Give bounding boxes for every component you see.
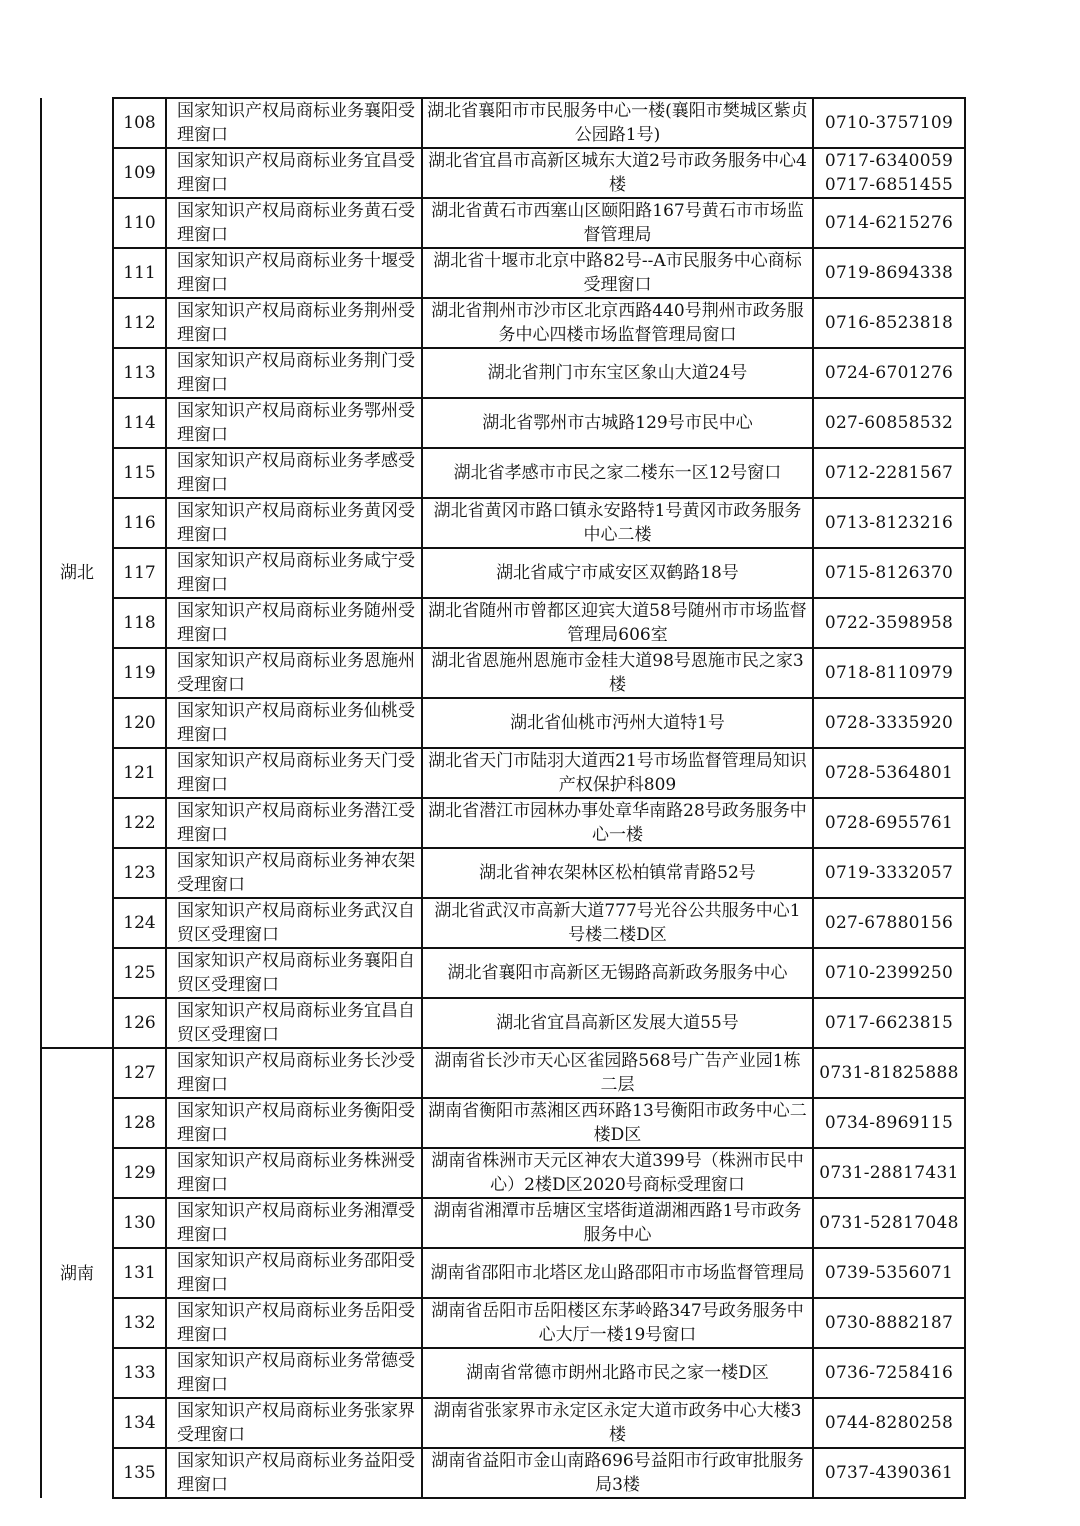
office-name-cell: 国家知识产权局商标业务荆门受理窗口 (166, 348, 422, 398)
office-name-cell: 国家知识产权局商标业务随州受理窗口 (166, 598, 422, 648)
row-number-cell: 125 (113, 948, 166, 998)
phone-number: 0724-6701276 (824, 363, 954, 383)
table-row (41, 998, 965, 1048)
address-cell: 湖北省潜江市园林办事处章华南路28号政务服务中心一楼 (422, 798, 813, 848)
address-cell: 湖北省宜昌市高新区城东大道2号市政务服务中心4楼 (422, 148, 813, 198)
table-row (41, 498, 965, 548)
phone-cell (813, 148, 965, 198)
phone-number: 0715-8126370 (824, 563, 954, 583)
row-number-cell: 120 (113, 698, 166, 748)
row-number-cell: 119 (113, 648, 166, 698)
table-row (41, 148, 965, 198)
address-cell: 湖北省孝感市市民之家二楼东一区12号窗口 (422, 448, 813, 498)
office-name-cell: 国家知识产权局商标业务邵阳受理窗口 (166, 1248, 422, 1298)
phone-cell (813, 448, 965, 498)
row-number-cell: 126 (113, 998, 166, 1048)
office-name-cell: 国家知识产权局商标业务常德受理窗口 (166, 1348, 422, 1398)
address-cell: 湖南省张家界市永定区永定大道市政务中心大楼3楼 (422, 1398, 813, 1448)
office-name-cell: 国家知识产权局商标业务宜昌受理窗口 (166, 148, 422, 198)
office-name-cell: 国家知识产权局商标业务长沙受理窗口 (166, 1048, 422, 1098)
phone-cell (813, 548, 965, 598)
address-cell: 湖北省十堰市北京中路82号--A市民服务中心商标受理窗口 (422, 248, 813, 298)
table-row (41, 798, 965, 848)
phone-cell (813, 1398, 965, 1448)
office-name-cell: 国家知识产权局商标业务荆州受理窗口 (166, 298, 422, 348)
office-table-wrapper (40, 97, 966, 1499)
row-number-cell: 108 (113, 98, 166, 148)
phone-cell (813, 598, 965, 648)
address-cell: 湖北省黄冈市路口镇永安路特1号黄冈市政务服务中心二楼 (422, 498, 813, 548)
office-name-cell: 国家知识产权局商标业务襄阳自贸区受理窗口 (166, 948, 422, 998)
phone-number: 0744-8280258 (824, 1413, 954, 1433)
table-row (41, 398, 965, 448)
address-cell: 湖北省恩施州恩施市金桂大道98号恩施市民之家3楼 (422, 648, 813, 698)
office-name-cell: 国家知识产权局商标业务鄂州受理窗口 (166, 398, 422, 448)
row-number-cell: 124 (113, 898, 166, 948)
phone-number: 0731-81825888 (819, 1063, 959, 1083)
address-cell: 湖南省岳阳市岳阳楼区东茅岭路347号政务服务中心大厅一楼19号窗口 (422, 1298, 813, 1348)
office-name-cell: 国家知识产权局商标业务仙桃受理窗口 (166, 698, 422, 748)
phone-cell (813, 1198, 965, 1248)
phone-number: 0718-8110979 (824, 663, 954, 683)
office-name-cell: 国家知识产权局商标业务岳阳受理窗口 (166, 1298, 422, 1348)
address-cell: 湖北省仙桃市沔州大道特1号 (422, 698, 813, 748)
address-cell: 湖南省长沙市天心区雀园路568号广告产业园1栋二层 (422, 1048, 813, 1098)
office-name-cell: 国家知识产权局商标业务恩施州受理窗口 (166, 648, 422, 698)
phone-number: 0739-5356071 (824, 1263, 954, 1283)
row-number-cell: 115 (113, 448, 166, 498)
table-row (41, 1148, 965, 1198)
office-name-cell: 国家知识产权局商标业务武汉自贸区受理窗口 (166, 898, 422, 948)
row-number-cell: 130 (113, 1198, 166, 1248)
office-name-cell: 国家知识产权局商标业务黄冈受理窗口 (166, 498, 422, 548)
phone-number: 0719-8694338 (824, 263, 954, 283)
table-row (41, 648, 965, 698)
table-row (41, 548, 965, 598)
phone-number: 0734-8969115 (824, 1113, 954, 1133)
row-number-cell: 113 (113, 348, 166, 398)
address-cell: 湖北省鄂州市古城路129号市民中心 (422, 398, 813, 448)
phone-cell (813, 698, 965, 748)
table-row (41, 948, 965, 998)
phone-cell (813, 898, 965, 948)
phone-cell (813, 1148, 965, 1198)
row-number-cell: 110 (113, 198, 166, 248)
phone-number: 0736-7258416 (824, 1363, 954, 1383)
office-name-cell: 国家知识产权局商标业务张家界受理窗口 (166, 1398, 422, 1448)
row-number-cell: 135 (113, 1448, 166, 1498)
address-cell: 湖北省随州市曾都区迎宾大道58号随州市市场监督管理局606室 (422, 598, 813, 648)
address-cell: 湖南省株洲市天元区神农大道399号（株洲市民中心）2楼D区2020号商标受理窗口 (422, 1148, 813, 1198)
table-row (41, 1198, 965, 1248)
table-row (41, 248, 965, 298)
table-row (41, 598, 965, 648)
row-number-cell: 131 (113, 1248, 166, 1298)
address-cell: 湖南省湘潭市岳塘区宝塔街道湖湘西路1号市政务服务中心 (422, 1198, 813, 1248)
phone-number: 0713-8123216 (824, 513, 954, 533)
province-cell: 湖北 (41, 98, 113, 1048)
phone-cell (813, 1448, 965, 1498)
office-name-cell: 国家知识产权局商标业务潜江受理窗口 (166, 798, 422, 848)
phone-number: 0719-3332057 (824, 863, 954, 883)
office-name-cell: 国家知识产权局商标业务天门受理窗口 (166, 748, 422, 798)
phone-cell (813, 348, 965, 398)
phone-cell (813, 248, 965, 298)
phone-cell (813, 1348, 965, 1398)
phone-cell (813, 1248, 965, 1298)
phone-cell (813, 498, 965, 548)
address-cell: 湖南省益阳市金山南路696号益阳市行政审批服务局3楼 (422, 1448, 813, 1498)
row-number-cell: 121 (113, 748, 166, 798)
phone-cell (813, 848, 965, 898)
address-cell: 湖南省邵阳市北塔区龙山路邵阳市市场监督管理局 (422, 1248, 813, 1298)
phone-number: 0716-8523818 (824, 313, 954, 333)
address-cell: 湖北省襄阳市高新区无锡路高新政务服务中心 (422, 948, 813, 998)
phone-number: 0730-8882187 (824, 1313, 954, 1333)
address-cell: 湖北省荆州市沙市区北京西路440号荆州市政务服务中心四楼市场监督管理局窗口 (422, 298, 813, 348)
phone-number: 0731-28817431 (819, 1163, 959, 1183)
address-cell: 湖北省襄阳市市民服务中心一楼(襄阳市樊城区紫贞公园路1号) (422, 98, 813, 148)
address-cell: 湖北省天门市陆羽大道西21号市场监督管理局知识产权保护科809 (422, 748, 813, 798)
phone-cell (813, 298, 965, 348)
row-number-cell: 112 (113, 298, 166, 348)
phone-number: 027-60858532 (824, 413, 954, 433)
address-cell: 湖北省武汉市高新大道777号光谷公共服务中心1号楼二楼D区 (422, 898, 813, 948)
phone-number: 0737-4390361 (824, 1463, 954, 1483)
phone-number: 0728-6955761 (824, 813, 954, 833)
address-cell: 湖北省黄石市西塞山区颐阳路167号黄石市市场监督管理局 (422, 198, 813, 248)
phone-cell (813, 98, 965, 148)
table-row (41, 298, 965, 348)
office-name-cell: 国家知识产权局商标业务黄石受理窗口 (166, 198, 422, 248)
table-row (41, 198, 965, 248)
table-row (41, 1048, 965, 1098)
address-cell: 湖北省咸宁市咸安区双鹤路18号 (422, 548, 813, 598)
table-row (41, 748, 965, 798)
phone-number: 0728-3335920 (824, 713, 954, 733)
table-row (41, 1248, 965, 1298)
office-name-cell: 国家知识产权局商标业务宜昌自贸区受理窗口 (166, 998, 422, 1048)
table-row (41, 348, 965, 398)
phone-number: 0717-6623815 (824, 1013, 954, 1033)
phone-cell (813, 1298, 965, 1348)
table-row (41, 1448, 965, 1498)
phone-number: 0728-5364801 (824, 763, 954, 783)
phone-number: 0710-2399250 (824, 963, 954, 983)
office-name-cell: 国家知识产权局商标业务衡阳受理窗口 (166, 1098, 422, 1148)
phone-cell (813, 398, 965, 448)
row-number-cell: 122 (113, 798, 166, 848)
address-cell: 湖北省荆门市东宝区象山大道24号 (422, 348, 813, 398)
row-number-cell: 127 (113, 1048, 166, 1098)
table-row (41, 1298, 965, 1348)
phone-cell (813, 998, 965, 1048)
row-number-cell: 129 (113, 1148, 166, 1198)
phone-cell (813, 948, 965, 998)
phone-number: 027-67880156 (824, 913, 954, 933)
table-row (41, 1398, 965, 1448)
province-cell: 湖南 (41, 1048, 113, 1498)
office-name-cell: 国家知识产权局商标业务益阳受理窗口 (166, 1448, 422, 1498)
table-row (41, 698, 965, 748)
phone-number: 0722-3598958 (824, 613, 954, 633)
table-row (41, 98, 965, 148)
phone-cell (813, 1048, 965, 1098)
phone-cell (813, 198, 965, 248)
row-number-cell: 118 (113, 598, 166, 648)
address-cell: 湖南省衡阳市蒸湘区西环路13号衡阳市政务中心二楼D区 (422, 1098, 813, 1148)
table-row (41, 448, 965, 498)
row-number-cell: 116 (113, 498, 166, 548)
office-name-cell: 国家知识产权局商标业务咸宁受理窗口 (166, 548, 422, 598)
table-row (41, 898, 965, 948)
office-name-cell: 国家知识产权局商标业务湘潭受理窗口 (166, 1198, 422, 1248)
address-cell: 湖北省神农架林区松柏镇常青路52号 (422, 848, 813, 898)
row-number-cell: 111 (113, 248, 166, 298)
table-row (41, 1348, 965, 1398)
office-table-body (41, 98, 965, 1498)
office-name-cell: 国家知识产权局商标业务十堰受理窗口 (166, 248, 422, 298)
row-number-cell: 123 (113, 848, 166, 898)
table-row (41, 848, 965, 898)
phone-cell (813, 798, 965, 848)
row-number-cell: 134 (113, 1398, 166, 1448)
address-cell: 湖南省常德市朗州北路市民之家一楼D区 (422, 1348, 813, 1398)
phone-number: 0731-52817048 (819, 1213, 959, 1233)
address-cell: 湖北省宜昌高新区发展大道55号 (422, 998, 813, 1048)
phone-cell (813, 1098, 965, 1148)
row-number-cell: 117 (113, 548, 166, 598)
phone-number: 0714-6215276 (824, 213, 954, 233)
phone-number: 0717-6340059 (824, 151, 954, 171)
office-name-cell: 国家知识产权局商标业务神农架受理窗口 (166, 848, 422, 898)
phone-number: 0712-2281567 (824, 463, 954, 483)
row-number-cell: 133 (113, 1348, 166, 1398)
row-number-cell: 128 (113, 1098, 166, 1148)
phone-cell (813, 748, 965, 798)
office-name-cell: 国家知识产权局商标业务襄阳受理窗口 (166, 98, 422, 148)
row-number-cell: 132 (113, 1298, 166, 1348)
phone-number: 0717-6851455 (824, 175, 954, 195)
row-number-cell: 109 (113, 148, 166, 198)
phone-cell (813, 648, 965, 698)
row-number-cell: 114 (113, 398, 166, 448)
office-name-cell: 国家知识产权局商标业务株洲受理窗口 (166, 1148, 422, 1198)
table-row (41, 1098, 965, 1148)
phone-number: 0710-3757109 (824, 113, 954, 133)
office-name-cell: 国家知识产权局商标业务孝感受理窗口 (166, 448, 422, 498)
office-table (40, 97, 966, 1499)
